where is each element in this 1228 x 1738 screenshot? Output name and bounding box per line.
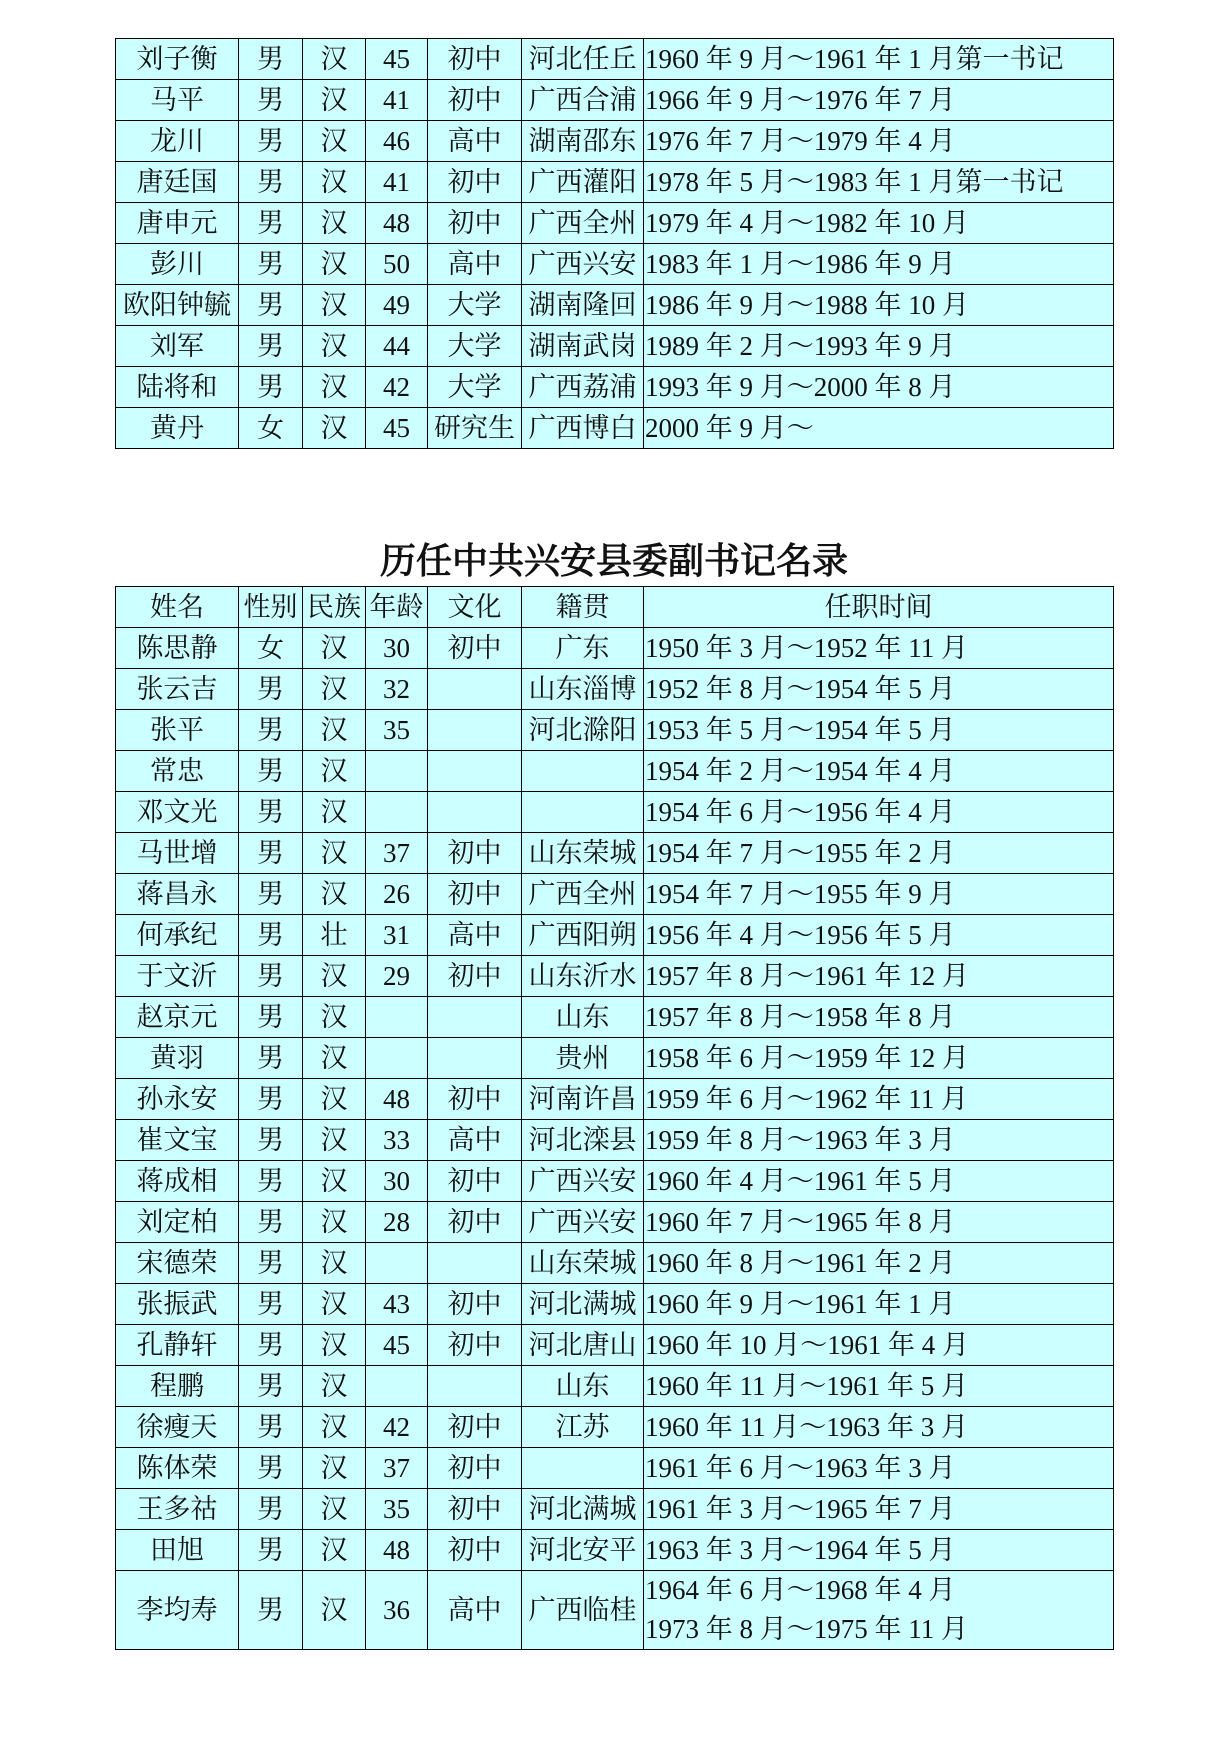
cell-origin: 广西兴安 (522, 1202, 644, 1243)
deputy-secretary-table (115, 586, 1114, 1650)
cell-ethnicity: 汉 (303, 997, 366, 1038)
table-row (116, 39, 1114, 80)
header-age: 年龄 (366, 587, 428, 628)
cell-ethnicity: 汉 (303, 1202, 366, 1243)
cell-education: 初中 (428, 80, 522, 121)
header-ethnicity: 民族 (303, 587, 366, 628)
cell-tenure: 1960 年 4 月～1961 年 5 月 (644, 1161, 1114, 1202)
cell-ethnicity: 汉 (303, 1489, 366, 1530)
cell-gender: 男 (239, 751, 303, 792)
table-row (116, 1407, 1114, 1448)
cell-age: 29 (366, 956, 428, 997)
cell-age: 48 (366, 203, 428, 244)
tenure-line: 1973 年 8 月～1975 年 11 月 (645, 1614, 968, 1644)
cell-education: 高中 (428, 1120, 522, 1161)
cell-origin: 广西临桂 (522, 1571, 644, 1650)
cell-origin: 广西全州 (522, 203, 644, 244)
cell-tenure: 1950 年 3 月～1952 年 11 月 (644, 628, 1114, 669)
cell-education: 大学 (428, 367, 522, 408)
cell-age: 32 (366, 669, 428, 710)
cell-education: 大学 (428, 326, 522, 367)
cell-age: 48 (366, 1530, 428, 1571)
cell-ethnicity: 汉 (303, 874, 366, 915)
table-row (116, 1325, 1114, 1366)
cell-ethnicity: 汉 (303, 751, 366, 792)
cell-tenure: 1952 年 8 月～1954 年 5 月 (644, 669, 1114, 710)
cell-gender: 男 (239, 915, 303, 956)
cell-name: 张平 (116, 710, 239, 751)
cell-ethnicity: 壮 (303, 915, 366, 956)
cell-age (366, 1366, 428, 1407)
cell-ethnicity: 汉 (303, 326, 366, 367)
cell-education: 高中 (428, 915, 522, 956)
cell-gender: 男 (239, 956, 303, 997)
cell-origin: 湖南邵东 (522, 121, 644, 162)
cell-ethnicity: 汉 (303, 1448, 366, 1489)
cell-education: 初中 (428, 833, 522, 874)
table-row (116, 1079, 1114, 1120)
header-gender: 性别 (239, 587, 303, 628)
cell-education: 初中 (428, 628, 522, 669)
cell-ethnicity: 汉 (303, 792, 366, 833)
cell-ethnicity: 汉 (303, 1038, 366, 1079)
cell-age: 31 (366, 915, 428, 956)
cell-education: 大学 (428, 285, 522, 326)
cell-origin: 山东荣城 (522, 1243, 644, 1284)
cell-education: 高中 (428, 121, 522, 162)
cell-origin: 河南许昌 (522, 1079, 644, 1120)
table-row (116, 1571, 1114, 1650)
cell-tenure: 1961 年 3 月～1965 年 7 月 (644, 1489, 1114, 1530)
cell-gender: 男 (239, 39, 303, 80)
cell-ethnicity: 汉 (303, 39, 366, 80)
cell-name: 彭川 (116, 244, 239, 285)
cell-gender: 男 (239, 80, 303, 121)
cell-gender: 男 (239, 874, 303, 915)
cell-ethnicity: 汉 (303, 408, 366, 449)
cell-education (428, 1038, 522, 1079)
cell-tenure: 1960 年 11 月～1963 年 3 月 (644, 1407, 1114, 1448)
cell-tenure: 1978 年 5 月～1983 年 1 月第一书记 (644, 162, 1114, 203)
cell-education (428, 669, 522, 710)
cell-origin: 河北安平 (522, 1530, 644, 1571)
cell-age: 45 (366, 39, 428, 80)
table-row (116, 1161, 1114, 1202)
cell-ethnicity: 汉 (303, 244, 366, 285)
cell-gender: 男 (239, 1120, 303, 1161)
cell-gender: 女 (239, 408, 303, 449)
cell-origin: 江苏 (522, 1407, 644, 1448)
cell-tenure: 1986 年 9 月～1988 年 10 月 (644, 285, 1114, 326)
cell-origin: 广西合浦 (522, 80, 644, 121)
cell-age: 36 (366, 1571, 428, 1650)
cell-tenure (644, 1571, 1114, 1650)
cell-name: 邓文光 (116, 792, 239, 833)
table-row (116, 915, 1114, 956)
cell-ethnicity: 汉 (303, 1161, 366, 1202)
cell-ethnicity: 汉 (303, 80, 366, 121)
cell-origin: 河北滦县 (522, 1120, 644, 1161)
cell-tenure: 1960 年 11 月～1961 年 5 月 (644, 1366, 1114, 1407)
cell-origin: 广西荔浦 (522, 367, 644, 408)
cell-ethnicity: 汉 (303, 1284, 366, 1325)
cell-name: 蒋成相 (116, 1161, 239, 1202)
cell-education (428, 792, 522, 833)
cell-education (428, 1243, 522, 1284)
cell-tenure: 1960 年 7 月～1965 年 8 月 (644, 1202, 1114, 1243)
cell-gender: 男 (239, 710, 303, 751)
table-row (116, 997, 1114, 1038)
cell-education: 初中 (428, 39, 522, 80)
cell-education: 初中 (428, 1079, 522, 1120)
cell-origin (522, 751, 644, 792)
cell-gender: 男 (239, 1161, 303, 1202)
table-header-row (116, 587, 1114, 628)
cell-name: 唐申元 (116, 203, 239, 244)
cell-education: 初中 (428, 1325, 522, 1366)
cell-tenure: 1959 年 6 月～1962 年 11 月 (644, 1079, 1114, 1120)
cell-gender: 男 (239, 1448, 303, 1489)
cell-education: 初中 (428, 162, 522, 203)
cell-name: 马世增 (116, 833, 239, 874)
table-row (116, 244, 1114, 285)
cell-gender: 男 (239, 1571, 303, 1650)
cell-gender: 男 (239, 1489, 303, 1530)
cell-tenure: 1954 年 7 月～1955 年 2 月 (644, 833, 1114, 874)
table-row (116, 1120, 1114, 1161)
cell-ethnicity: 汉 (303, 833, 366, 874)
cell-age: 35 (366, 1489, 428, 1530)
cell-age: 41 (366, 80, 428, 121)
table-row (116, 1284, 1114, 1325)
header-education: 文化 (428, 587, 522, 628)
cell-age (366, 1243, 428, 1284)
cell-education: 高中 (428, 1571, 522, 1650)
table-row (116, 1448, 1114, 1489)
cell-ethnicity: 汉 (303, 956, 366, 997)
cell-ethnicity: 汉 (303, 1366, 366, 1407)
cell-name: 程鹏 (116, 1366, 239, 1407)
cell-gender: 女 (239, 628, 303, 669)
cell-origin: 山东沂水 (522, 956, 644, 997)
cell-age: 42 (366, 367, 428, 408)
cell-name: 刘子衡 (116, 39, 239, 80)
cell-name: 陈思静 (116, 628, 239, 669)
cell-education: 初中 (428, 1161, 522, 1202)
cell-education: 初中 (428, 1448, 522, 1489)
cell-gender: 男 (239, 1284, 303, 1325)
cell-education: 初中 (428, 1530, 522, 1571)
cell-origin: 广西灌阳 (522, 162, 644, 203)
cell-origin (522, 1448, 644, 1489)
cell-name: 陈体荣 (116, 1448, 239, 1489)
cell-origin: 广西全州 (522, 874, 644, 915)
cell-ethnicity: 汉 (303, 669, 366, 710)
cell-ethnicity: 汉 (303, 1407, 366, 1448)
cell-origin: 河北满城 (522, 1489, 644, 1530)
cell-name: 马平 (116, 80, 239, 121)
cell-name: 张云吉 (116, 669, 239, 710)
cell-origin: 湖南武岗 (522, 326, 644, 367)
cell-gender: 男 (239, 792, 303, 833)
cell-tenure: 1959 年 8 月～1963 年 3 月 (644, 1120, 1114, 1161)
cell-name: 欧阳钟毓 (116, 285, 239, 326)
cell-tenure: 1960 年 8 月～1961 年 2 月 (644, 1243, 1114, 1284)
cell-name: 陆将和 (116, 367, 239, 408)
cell-name: 黄丹 (116, 408, 239, 449)
cell-ethnicity: 汉 (303, 1120, 366, 1161)
cell-age (366, 997, 428, 1038)
cell-age: 45 (366, 1325, 428, 1366)
cell-tenure: 1960 年 10 月～1961 年 4 月 (644, 1325, 1114, 1366)
cell-origin: 广西兴安 (522, 1161, 644, 1202)
cell-origin: 贵州 (522, 1038, 644, 1079)
table-row (116, 833, 1114, 874)
table-row (116, 1038, 1114, 1079)
cell-gender: 男 (239, 1325, 303, 1366)
cell-ethnicity: 汉 (303, 628, 366, 669)
table-row (116, 1489, 1114, 1530)
cell-ethnicity: 汉 (303, 1243, 366, 1284)
table-row (116, 1202, 1114, 1243)
cell-age: 45 (366, 408, 428, 449)
cell-ethnicity: 汉 (303, 203, 366, 244)
cell-gender: 男 (239, 1202, 303, 1243)
cell-name: 龙川 (116, 121, 239, 162)
cell-origin: 河北唐山 (522, 1325, 644, 1366)
table-row (116, 326, 1114, 367)
table-row (116, 669, 1114, 710)
table-row (116, 367, 1114, 408)
cell-gender: 男 (239, 121, 303, 162)
cell-age: 46 (366, 121, 428, 162)
cell-name: 于文沂 (116, 956, 239, 997)
cell-origin: 湖南隆回 (522, 285, 644, 326)
deputy-secretary-table-title: 历任中共兴安县委副书记名录 (379, 541, 848, 581)
table-row (116, 792, 1114, 833)
header-origin: 籍贯 (522, 587, 644, 628)
table-row (116, 710, 1114, 751)
cell-age: 41 (366, 162, 428, 203)
cell-ethnicity: 汉 (303, 162, 366, 203)
table-row (116, 121, 1114, 162)
cell-origin: 广东 (522, 628, 644, 669)
cell-name: 唐廷国 (116, 162, 239, 203)
cell-tenure: 1989 年 2 月～1993 年 9 月 (644, 326, 1114, 367)
cell-name: 张振武 (116, 1284, 239, 1325)
cell-tenure: 1960 年 9 月～1961 年 1 月第一书记 (644, 39, 1114, 80)
cell-age: 44 (366, 326, 428, 367)
cell-education: 初中 (428, 203, 522, 244)
cell-gender: 男 (239, 1038, 303, 1079)
cell-education: 研究生 (428, 408, 522, 449)
cell-ethnicity: 汉 (303, 1530, 366, 1571)
table-row (116, 203, 1114, 244)
cell-name: 刘定柏 (116, 1202, 239, 1243)
cell-name: 李均寿 (116, 1571, 239, 1650)
cell-tenure: 1983 年 1 月～1986 年 9 月 (644, 244, 1114, 285)
table-row (116, 1243, 1114, 1284)
cell-name: 崔文宝 (116, 1120, 239, 1161)
cell-age: 26 (366, 874, 428, 915)
cell-education (428, 751, 522, 792)
cell-age: 28 (366, 1202, 428, 1243)
table-row (116, 751, 1114, 792)
cell-age: 35 (366, 710, 428, 751)
cell-tenure: 1953 年 5 月～1954 年 5 月 (644, 710, 1114, 751)
cell-origin: 山东 (522, 997, 644, 1038)
cell-tenure: 2000 年 9 月～ (644, 408, 1114, 449)
cell-name: 黄羽 (116, 1038, 239, 1079)
header-name: 姓名 (116, 587, 239, 628)
header-tenure: 任职时间 (644, 587, 1114, 628)
cell-education: 高中 (428, 244, 522, 285)
table-row (116, 1366, 1114, 1407)
cell-gender: 男 (239, 669, 303, 710)
cell-ethnicity: 汉 (303, 1325, 366, 1366)
tenure-line: 1964 年 6 月～1968 年 4 月 (645, 1575, 956, 1605)
cell-age: 43 (366, 1284, 428, 1325)
cell-age (366, 792, 428, 833)
cell-name: 孙永安 (116, 1079, 239, 1120)
cell-name: 徐瘦天 (116, 1407, 239, 1448)
cell-tenure: 1979 年 4 月～1982 年 10 月 (644, 203, 1114, 244)
cell-name: 何承纪 (116, 915, 239, 956)
cell-tenure: 1956 年 4 月～1956 年 5 月 (644, 915, 1114, 956)
cell-age (366, 1038, 428, 1079)
cell-education: 初中 (428, 874, 522, 915)
cell-age: 33 (366, 1120, 428, 1161)
table-row (116, 628, 1114, 669)
table-row (116, 874, 1114, 915)
cell-tenure: 1976 年 7 月～1979 年 4 月 (644, 121, 1114, 162)
cell-gender: 男 (239, 203, 303, 244)
cell-origin: 山东淄博 (522, 669, 644, 710)
cell-education: 初中 (428, 1407, 522, 1448)
cell-tenure: 1957 年 8 月～1958 年 8 月 (644, 997, 1114, 1038)
cell-tenure: 1961 年 6 月～1963 年 3 月 (644, 1448, 1114, 1489)
cell-origin: 河北滁阳 (522, 710, 644, 751)
cell-gender: 男 (239, 997, 303, 1038)
cell-origin: 山东荣城 (522, 833, 644, 874)
table-row (116, 162, 1114, 203)
cell-ethnicity: 汉 (303, 1079, 366, 1120)
cell-name: 田旭 (116, 1530, 239, 1571)
cell-tenure: 1954 年 2 月～1954 年 4 月 (644, 751, 1114, 792)
cell-name: 常忠 (116, 751, 239, 792)
cell-tenure: 1963 年 3 月～1964 年 5 月 (644, 1530, 1114, 1571)
cell-tenure: 1957 年 8 月～1961 年 12 月 (644, 956, 1114, 997)
cell-gender: 男 (239, 244, 303, 285)
cell-age: 42 (366, 1407, 428, 1448)
cell-origin: 河北任丘 (522, 39, 644, 80)
cell-gender: 男 (239, 1407, 303, 1448)
cell-age (366, 751, 428, 792)
cell-tenure: 1954 年 7 月～1955 年 9 月 (644, 874, 1114, 915)
table-row (116, 285, 1114, 326)
cell-gender: 男 (239, 1530, 303, 1571)
cell-origin: 广西博白 (522, 408, 644, 449)
table-row (116, 80, 1114, 121)
cell-tenure: 1993 年 9 月～2000 年 8 月 (644, 367, 1114, 408)
cell-gender: 男 (239, 285, 303, 326)
cell-origin (522, 792, 644, 833)
cell-education: 初中 (428, 1489, 522, 1530)
cell-name: 宋德荣 (116, 1243, 239, 1284)
cell-name: 王多祜 (116, 1489, 239, 1530)
cell-education: 初中 (428, 1202, 522, 1243)
cell-ethnicity: 汉 (303, 367, 366, 408)
cell-gender: 男 (239, 162, 303, 203)
cell-education: 初中 (428, 1284, 522, 1325)
first-secretary-table-continued (115, 38, 1114, 449)
cell-education: 初中 (428, 956, 522, 997)
cell-ethnicity: 汉 (303, 121, 366, 162)
cell-name: 刘军 (116, 326, 239, 367)
cell-ethnicity: 汉 (303, 285, 366, 326)
cell-tenure: 1954 年 6 月～1956 年 4 月 (644, 792, 1114, 833)
cell-name: 赵京元 (116, 997, 239, 1038)
cell-origin: 广西阳朔 (522, 915, 644, 956)
cell-gender: 男 (239, 367, 303, 408)
cell-name: 蒋昌永 (116, 874, 239, 915)
cell-gender: 男 (239, 833, 303, 874)
cell-gender: 男 (239, 1243, 303, 1284)
table-row (116, 408, 1114, 449)
cell-age: 30 (366, 628, 428, 669)
cell-name: 孔静轩 (116, 1325, 239, 1366)
cell-gender: 男 (239, 1366, 303, 1407)
cell-age: 37 (366, 1448, 428, 1489)
cell-education (428, 710, 522, 751)
cell-age: 37 (366, 833, 428, 874)
cell-tenure: 1966 年 9 月～1976 年 7 月 (644, 80, 1114, 121)
cell-tenure: 1960 年 9 月～1961 年 1 月 (644, 1284, 1114, 1325)
cell-age: 50 (366, 244, 428, 285)
cell-age: 49 (366, 285, 428, 326)
cell-gender: 男 (239, 326, 303, 367)
table-row (116, 1530, 1114, 1571)
cell-education (428, 1366, 522, 1407)
cell-ethnicity: 汉 (303, 1571, 366, 1650)
cell-education (428, 997, 522, 1038)
cell-origin: 山东 (522, 1366, 644, 1407)
cell-tenure: 1958 年 6 月～1959 年 12 月 (644, 1038, 1114, 1079)
cell-origin: 广西兴安 (522, 244, 644, 285)
table-row (116, 956, 1114, 997)
cell-ethnicity: 汉 (303, 710, 366, 751)
cell-age: 48 (366, 1079, 428, 1120)
cell-age: 30 (366, 1161, 428, 1202)
cell-origin: 河北满城 (522, 1284, 644, 1325)
cell-gender: 男 (239, 1079, 303, 1120)
